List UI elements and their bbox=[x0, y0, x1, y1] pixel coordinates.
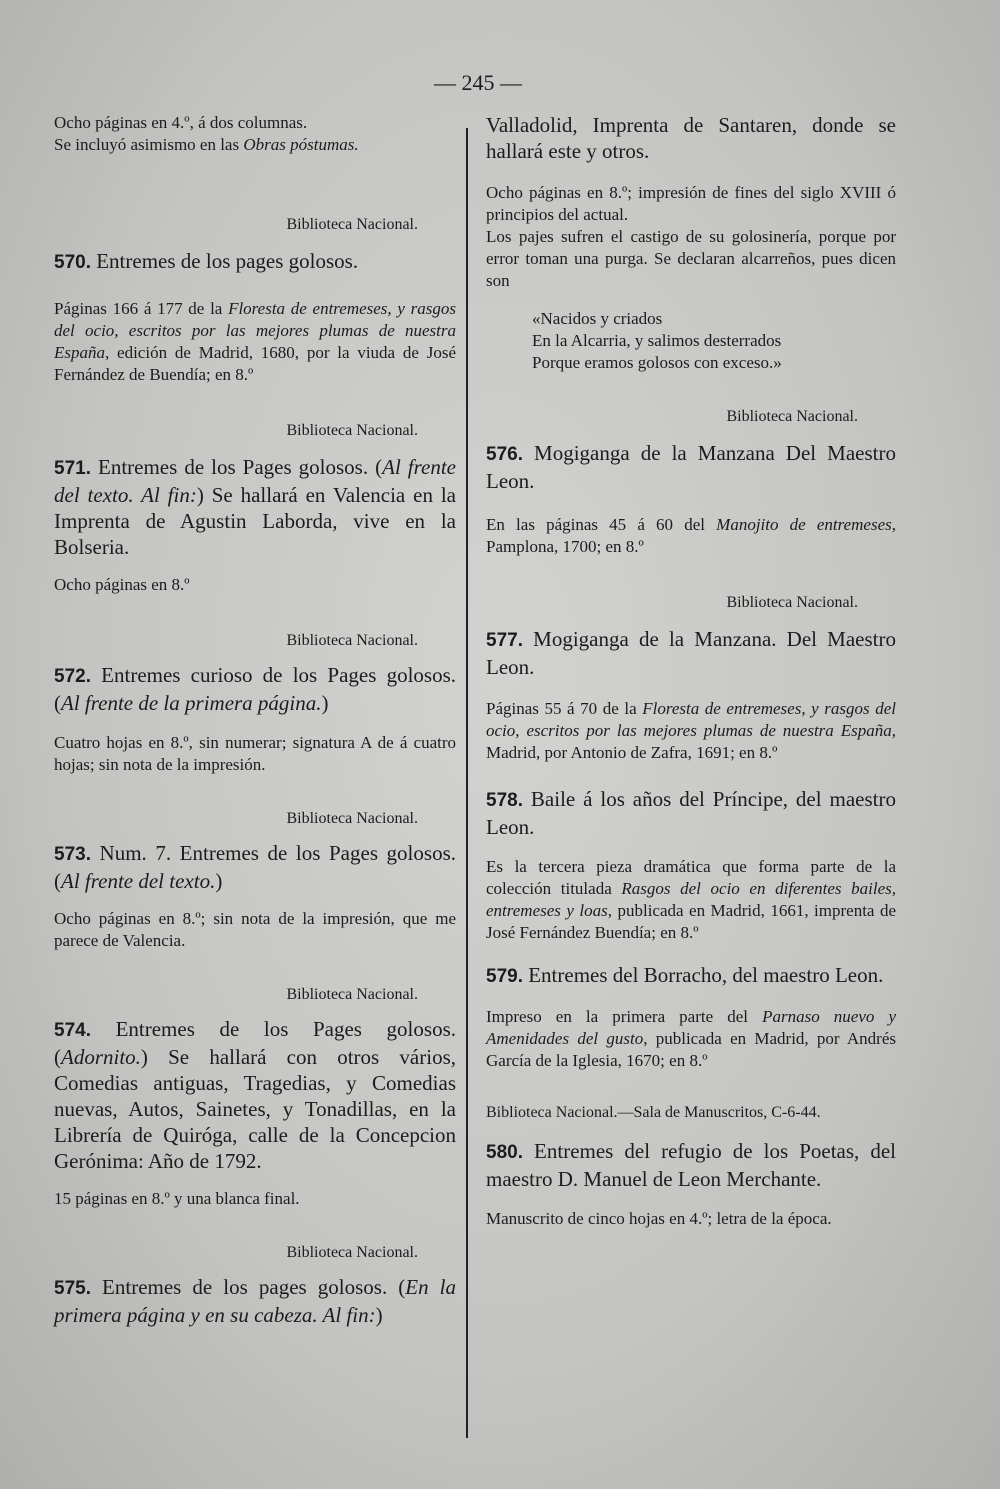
entry-580: 580. Entremes del refugio de los Poetas, del maestro D. Manuel de Leon Merchante. bbox=[486, 1139, 896, 1191]
note: Es la tercera pieza dramática que forma parte de la colección titulada Rasgos del ocio en diferentes bailes, entremeses y loas, publicada en Madrid, 1661, imprenta de José Fernández Buendía; en 8.º bbox=[486, 857, 896, 942]
library-note: Biblioteca Nacional. bbox=[286, 216, 418, 233]
library-note: Biblioteca Nacional. bbox=[726, 594, 858, 611]
verse-line: «Nacidos y criados bbox=[532, 309, 663, 328]
library-note: Biblioteca Nacional.—Sala de Manuscritos, C-6-44. bbox=[486, 1104, 821, 1121]
library-note: Biblioteca Nacional. bbox=[286, 422, 418, 439]
verse-line: Porque eramos golosos con exceso.» bbox=[532, 353, 782, 372]
entry-573: 573. Num. 7. Entremes de los Pages golosos. (Al frente del texto.) bbox=[54, 841, 456, 893]
note: Cuatro hojas en 8.º, sin numerar; signatura A de á cuatro hojas; sin nota de la impresión. bbox=[54, 733, 456, 774]
entry-574: 574. Entremes de los Pages golosos. (Adornito.) Se hallará con otros vários, Comedias antiguas, Tragedias, y Comedias nuevas, Autos, Sainetes, y Tonadillas, en la Librería de Quiróga, calle de la Concepcion Gerónima: Año de 1792. bbox=[54, 1017, 456, 1173]
entry-577: 577. Mogiganga de la Manzana. Del Maestro Leon. bbox=[486, 627, 896, 679]
entry-576: 576. Mogiganga de la Manzana Del Maestro Leon. bbox=[486, 441, 896, 493]
note: Impreso en la primera parte del Parnaso nuevo y Amenidades del gusto, publicada en Madrid, por Andrés García de la Iglesia, 1670; en 8.º bbox=[486, 1007, 896, 1070]
entry-579: 579. Entremes del Borracho, del maestro Leon. bbox=[486, 963, 884, 987]
entry-571: 571. Entremes de los Pages golosos. (Al frente del texto. Al fin:) Se hallará en Valencia en la Imprenta de Agustin Laborda, vive en la Bolseria. bbox=[54, 455, 457, 559]
note: En las páginas 45 á 60 del Manojito de entremeses, Pamplona, 1700; en 8.º bbox=[486, 515, 897, 556]
entry-572: 572. Entremes curioso de los Pages golosos. (Al frente de la primera página.) bbox=[54, 663, 456, 715]
note: Páginas 55 á 70 de la Floresta de entremeses, y rasgos del ocio, escritos por las mejores plumas de nuestra España, Madrid, por Antonio de Zafra, 1691; en 8.º bbox=[486, 699, 896, 762]
entry-570: 570. Entremes de los pages golosos. bbox=[54, 249, 359, 273]
library-note: Biblioteca Nacional. bbox=[286, 986, 418, 1003]
column-divider bbox=[466, 128, 468, 1438]
note: Páginas 166 á 177 de la Floresta de entremeses, y rasgos del ocio, escritos por las mejores plumas de nuestra España, edición de Madrid, 1680, por la viuda de José Fernández de Buendía; en 8.º bbox=[54, 299, 456, 384]
note: Los pajes sufren el castigo de su golosinería, porque por error toman una purga. Se declaran alcarreños, pues dicen son bbox=[486, 227, 896, 290]
entry-575: 575. Entremes de los pages golosos. (En la primera página y en su cabeza. Al fin:) bbox=[54, 1275, 456, 1327]
library-note: Biblioteca Nacional. bbox=[286, 1244, 418, 1261]
note: Ocho páginas en 8.º; impresión de fines del siglo XVIII ó principios del actual. bbox=[486, 183, 896, 224]
entry-578: 578. Baile á los años del Príncipe, del maestro Leon. bbox=[486, 787, 896, 839]
entry-continuation: Valladolid, Imprenta de Santaren, donde se hallará este y otros. bbox=[486, 113, 896, 163]
note: Manuscrito de cinco hojas en 4.º; letra de la época. bbox=[486, 1209, 832, 1228]
verse-line: En la Alcarria, y salimos desterrados bbox=[532, 331, 782, 350]
note: Ocho páginas en 8.º bbox=[54, 575, 190, 594]
right-column bbox=[486, 112, 896, 1230]
note: Ocho páginas en 4.º, á dos columnas. bbox=[54, 113, 308, 132]
library-note: Biblioteca Nacional. bbox=[286, 810, 418, 827]
note: Ocho páginas en 8.º; sin nota de la impresión, que me parece de Valencia. bbox=[54, 909, 456, 950]
note: Se incluyó asimismo en las Obras póstumas. bbox=[54, 135, 359, 154]
left-column bbox=[54, 112, 456, 1328]
library-note: Biblioteca Nacional. bbox=[286, 632, 418, 649]
library-note: Biblioteca Nacional. bbox=[726, 408, 858, 425]
page-number: — 245 — bbox=[434, 70, 522, 95]
note: 15 páginas en 8.º y una blanca final. bbox=[54, 1189, 300, 1208]
